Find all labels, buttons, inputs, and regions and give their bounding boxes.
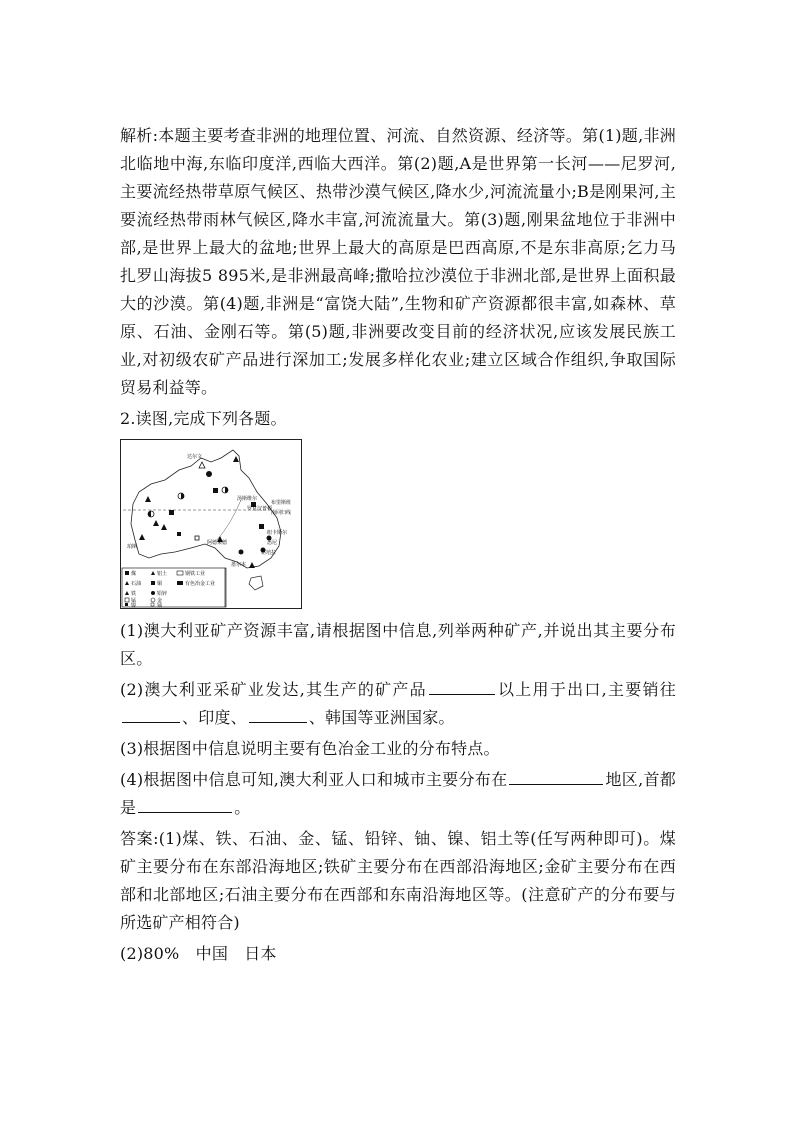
question-2-4 (120, 766, 676, 822)
q4-text-1: (4)根据图中信息可知,澳大利亚人口和城市主要分布在 (120, 770, 508, 789)
legend-copper: 铜 (157, 581, 163, 587)
map-legend (122, 568, 226, 608)
q4-text-3: 。 (234, 798, 251, 817)
map-label-sydney: 悉尼 (267, 540, 278, 546)
document-content (120, 122, 676, 968)
legend-bauxite: 铝土 (157, 571, 168, 577)
answer-blank-2[interactable] (122, 708, 180, 723)
answer-2-2: (2)80% 中国 日本 (120, 944, 277, 963)
map-label-brisbane: 布里斯班 (271, 500, 292, 506)
legend-steel: 钢铁工业 (185, 571, 206, 577)
q2-text-4: 、韩国等亚洲国家。 (308, 708, 455, 727)
australia-map-svg (121, 440, 301, 608)
answer-blank-3[interactable] (249, 708, 307, 723)
legend-coal: 煤 (131, 571, 137, 577)
legend-nonferrous: 有色冶金工业 (185, 581, 216, 587)
q4-text-2: 地区,首都是 (120, 770, 677, 817)
map-label-tropic: 南回归线 (271, 510, 292, 516)
map-label-canberra: 堪培拉 (261, 550, 277, 556)
map-label-rockhampton: 罗克汉普顿 (247, 506, 273, 512)
map-label-perth: 珀斯 (127, 544, 138, 550)
map-label-townsville: 汤斯维尔 (237, 496, 258, 502)
australia-mineral-map (120, 439, 302, 609)
analysis-paragraph: 解析:本题主要考查非洲的地理位置、河流、自然资源、经济等。第(1)题,非洲北临地中海,东临印度洋,西临大西洋。第(2)题,A是世界第一长河——尼罗河,主要流经热带草原气候区、热带沙漠气候区,降水少,河流流量小;B是刚果河,主要流经热带雨林气候区,降水丰富,河流流量大。第(3)题,刚果盆地位于非洲中部,是世界上最大的盆地;世界上最大的高原是巴西高原,不是东非高原;乞力马扎罗山海拔5 895米,是非洲最高峰;撒哈拉沙漠位于非洲北部,是世界上面积最大的沙漠。第(4)题,非洲是“富饶大陆”,生物和矿产资源都很丰富,如森林、草原、石油、金刚石等。第(5)题,非洲要改变目前的经济状况,应该发展民族工业,对初级农矿产品进行深加工;发展多样化农业;建立区域合作组织,争取国际贸易利益等。 (120, 126, 676, 397)
question-2-3: (3)根据图中信息说明主要有色冶金工业的分布特点。 (120, 739, 500, 758)
legend-gold: 金 (157, 598, 163, 604)
answer-blank-4[interactable] (509, 770, 603, 785)
legend-lead-zinc: 铅锌 (157, 591, 168, 597)
legend-oil: 石油 (131, 581, 142, 587)
question-2-1: (1)澳大利亚矿产资源丰富,请根据图中信息,列举两种矿产,并说出其主要分布区。 (120, 621, 676, 668)
question-2-2 (120, 676, 676, 732)
answer-blank-5[interactable] (138, 798, 232, 813)
map-label-melbourne: 墨尔本 (231, 562, 247, 568)
q2-text-2: 以上用于出口,主要销往 (496, 680, 676, 699)
answer-blank-1[interactable] (429, 680, 495, 695)
legend-uranium: 铀 (157, 603, 163, 608)
map-label-newcastle: 纽卡斯尔 (267, 530, 288, 536)
q2-text-3: 、印度、 (182, 708, 247, 727)
map-label-darwin: 达尔文 (187, 454, 203, 460)
legend-nickel: 镍 (131, 603, 137, 608)
question-2-heading: 2.读图,完成下列各题。 (120, 409, 287, 428)
legend-iron: 铁 (131, 591, 137, 597)
q2-text-1: (2)澳大利亚采矿业发达,其生产的矿产品 (120, 680, 427, 699)
legend-manganese: 锰 (131, 598, 137, 604)
map-label-adelaide: 阿德莱德 (207, 540, 228, 546)
answer-2-1: 答案:(1)煤、铁、石油、金、锰、铅锌、铀、镍、铝土等(任写两种即可)。煤矿主要分布在东部沿海地区;铁矿主要分布在西部沿海地区;金矿主要分布在西部和北部地区;石油主要分布在西部和东南沿海地区等。(注意矿产的分布要与所选矿产相符合) (120, 829, 676, 932)
